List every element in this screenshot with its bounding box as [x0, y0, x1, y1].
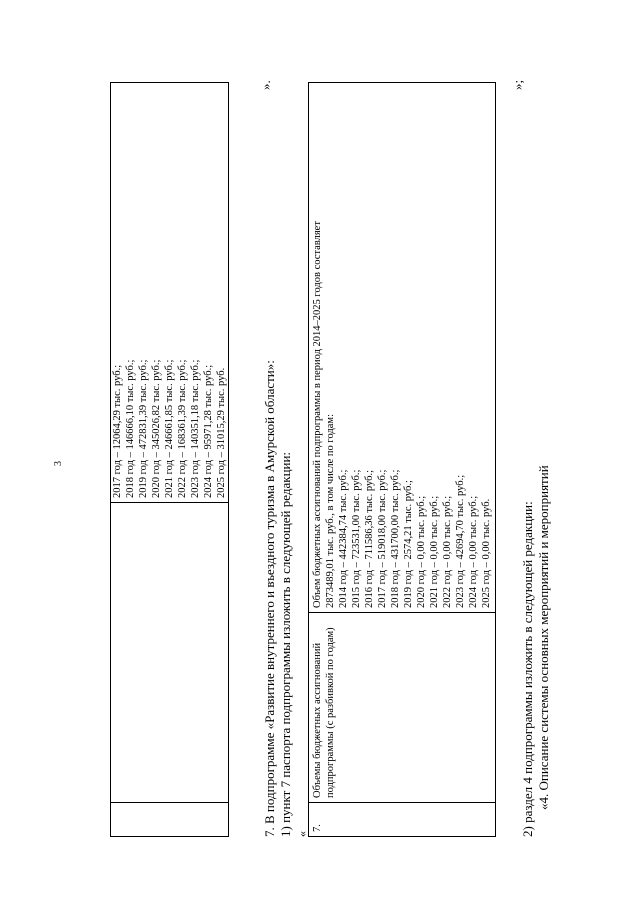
year-line: 2017 год – 519018,00 тыс. руб.;	[377, 469, 388, 608]
section-heading: «4. Описание системы основных мероприятий и мероприятий	[536, 465, 551, 810]
table-cell-label: Объемы бюджетных ассигнований подпрограммы (с разбивкой по годам)	[309, 613, 496, 803]
year-line: 2021 год – 246661,85 тыс. руб.;	[164, 359, 175, 498]
year-line: 2025 год – 31015,29 тыс. руб.	[216, 367, 227, 498]
year-line: 2022 год – 168361,39 тыс. руб.;	[177, 359, 188, 498]
table-cell-label	[111, 503, 229, 803]
year-line: 2016 год – 711586,36 тыс. руб.;	[364, 470, 375, 608]
year-line: 2014 год – 442384,74 тыс. руб.;	[338, 469, 349, 608]
year-line: 2020 год – 345026,82 тыс. руб.;	[151, 359, 162, 498]
year-line: 2018 год – 431700,00 тыс. руб.;	[390, 469, 401, 608]
year-line: 2019 год – 472831,39 тыс. руб.;	[138, 359, 149, 498]
instruction-text: 2) раздел 4 подпрограммы изложить в следующей редакции:	[520, 501, 535, 837]
year-line: 2023 год – 140351,18 тыс. руб.;	[190, 359, 201, 498]
table-row	[309, 83, 496, 837]
funding-table	[308, 82, 496, 837]
section-heading: 7. В подпрограмме «Развитие внутреннего и въездного туризма в Амурской области»:	[262, 360, 277, 837]
year-line: 2019 год – 2574,21 тыс. руб.;	[403, 480, 414, 608]
table-cell-values	[309, 83, 496, 613]
year-line: 2020 год – 0,00 тыс. руб.;	[416, 495, 427, 608]
year-line: Объем бюджетных ассигнований подпрограммы в период 2014–2025 годов составляет	[312, 221, 323, 608]
year-line: 2018 год – 146666,10 тыс. руб.;	[125, 359, 136, 498]
table-cell-number	[111, 803, 229, 837]
year-line: 2017 год – 12064,29 тыс. руб.;	[112, 364, 123, 498]
closing-quote: ».	[258, 80, 273, 90]
page-number: 3	[53, 461, 64, 466]
instruction-text: 1) пункт 7 паспорта подпрограммы изложить в следующей редакции:	[278, 451, 293, 837]
closing-quote: »;	[510, 79, 525, 90]
funding-table-continued	[110, 82, 229, 837]
opening-quote: «	[295, 831, 309, 837]
table-cell-values	[111, 83, 229, 503]
table-row	[111, 83, 229, 837]
year-line: 2023 год – 42694,70 тыс. руб.;	[455, 474, 466, 608]
rotated-page-content	[0, 70, 551, 850]
year-line: 2024 год – 95971,28 тыс. руб.;	[203, 364, 214, 498]
year-line: 2022 год – 0,00 тыс. руб.;	[442, 495, 453, 608]
table-cell-number: 7.	[309, 803, 496, 837]
year-line: 2025 год – 0,00 тыс. руб.	[481, 498, 492, 608]
year-line: 2021 год – 0,00 тыс. руб.;	[429, 495, 440, 608]
year-line: 2015 год – 723531,00 тыс. руб.;	[351, 469, 362, 608]
year-line: 2024 год – 0,00 тыс. руб.;	[468, 495, 479, 608]
year-line: 2873489,01 тыс. руб., в том числе по годам:	[325, 414, 336, 608]
